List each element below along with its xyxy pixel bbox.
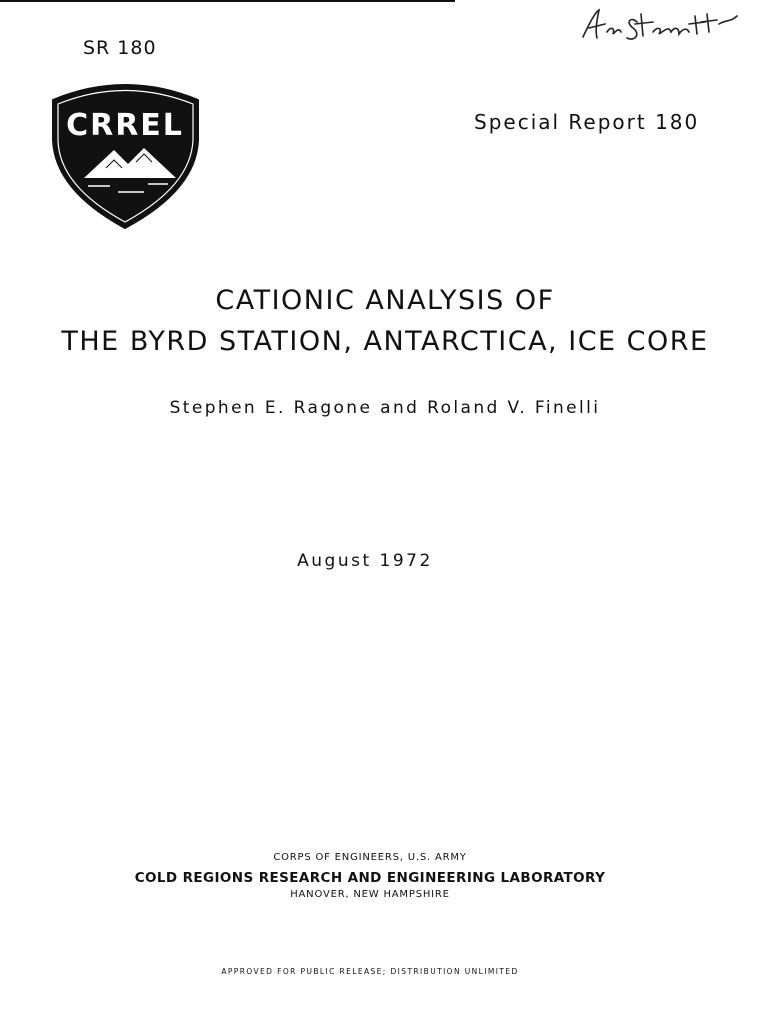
distribution-statement: APPROVED FOR PUBLIC RELEASE; DISTRIBUTION UNLIMITED	[221, 967, 519, 976]
footer-laboratory: COLD REGIONS RESEARCH AND ENGINEERING LABORATORY	[134, 870, 606, 886]
title-line-1: CATIONIC ANALYSIS OF	[215, 285, 555, 316]
report-label: Special Report 180	[474, 110, 700, 134]
authors: Stephen E. Ragone and Roland V. Finelli	[169, 398, 601, 418]
top-border-line	[0, 0, 455, 2]
crrel-shield-logo	[48, 80, 203, 230]
logo-text: CRREL	[66, 108, 184, 143]
publication-date: August 1972	[297, 551, 433, 571]
handwritten-signature	[575, 2, 740, 47]
title-line-2: THE BYRD STATION, ANTARCTICA, ICE CORE	[61, 326, 709, 357]
footer-location: HANOVER, NEW HAMPSHIRE	[290, 889, 450, 900]
footer-corps: CORPS OF ENGINEERS, U.S. ARMY	[273, 852, 467, 863]
report-code: SR 180	[83, 37, 157, 59]
